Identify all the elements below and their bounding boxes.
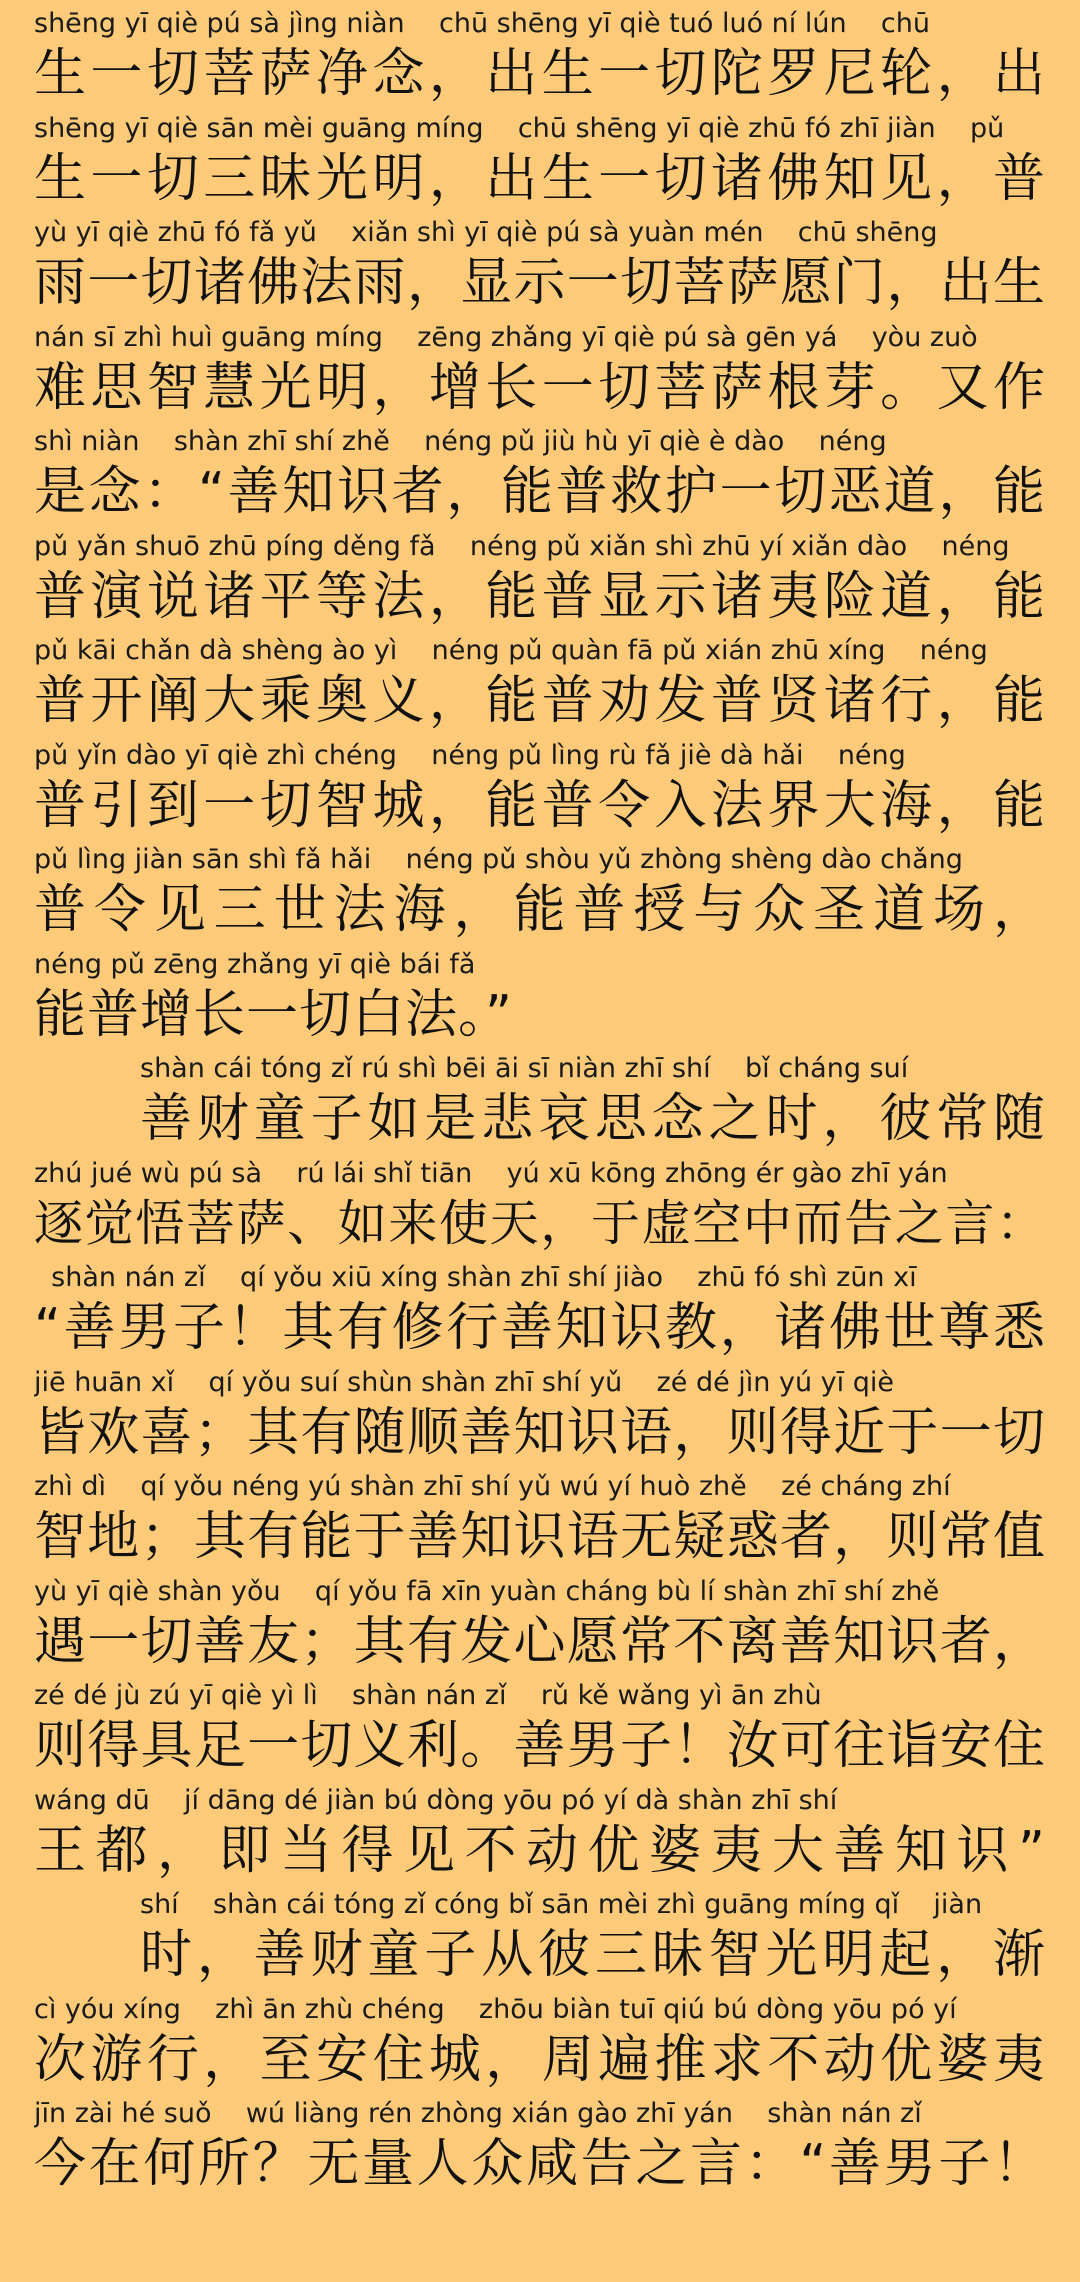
pinyin-annotation: wáng dū jí dāng dé jiàn bú dòng yōu pó yí dà shàn zhī shí (34, 1784, 838, 1816)
text-line (0, 215, 1080, 319)
text-line (0, 1574, 1080, 1678)
text-line (0, 6, 1080, 110)
text-line (0, 1260, 1080, 1364)
text-line (0, 529, 1080, 633)
chinese-text: “善男子！其有修行善知识教，诸佛世尊悉 (34, 1298, 1046, 1358)
chinese-text: 次游行，至安住城，周遍推求不动优婆夷 (34, 2029, 1046, 2090)
text-line (0, 1156, 1080, 1260)
text-line (0, 424, 1080, 528)
pinyin-annotation: shì niàn shàn zhī shí zhě néng pǔ jiù hù yī qiè è dào néng (34, 426, 887, 457)
pinyin-annotation: pǔ lìng jiàn sān shì fǎ hǎi néng pǔ shòu yǔ zhòng shèng dào chǎng (34, 844, 963, 875)
pinyin-annotation: cì yóu xíng zhì ān zhù chéng zhōu biàn tuī qiú bú dòng yōu pó yí (34, 1993, 957, 2025)
pinyin-annotation: zé dé jù zú yī qiè yì lì shàn nán zǐ rǔ kě wǎng yì ān zhù (34, 1680, 822, 1711)
chinese-text: 是念：“善知识者，能普救护一切恶道，能 (34, 462, 1046, 522)
chinese-text: 遇一切善友；其有发心愿常不离善知识者， (34, 1611, 1046, 1672)
text-line (0, 1887, 1080, 1991)
text-line (0, 842, 1080, 946)
chinese-text: 逐觉悟菩萨、如来使天，于虚空中而告之言： (34, 1194, 1046, 1252)
chinese-text: 普引到一切智城，能普令入法界大海，能 (34, 775, 1046, 836)
text-line (0, 1992, 1080, 2096)
pinyin-annotation: pǔ yǐn dào yī qiè zhì chéng néng pǔ lìng rù fǎ jiè dà hǎi néng (34, 739, 906, 771)
chinese-text: 生一切菩萨净念，出生一切陀罗尼轮，出 (34, 44, 1046, 104)
chinese-text: 雨一切诸佛法雨，显示一切菩萨愿门，出生 (34, 253, 1046, 313)
text-line (0, 1365, 1080, 1469)
chinese-text: 王都，即当得见不动优婆夷大善知识” (34, 1820, 1046, 1881)
pinyin-annotation: nán sī zhì huì guāng míng zēng zhǎng yī qiè pú sà gēn yá yòu zuò (34, 321, 978, 353)
chinese-text: 智地；其有能于善知识语无疑惑者，则常值 (34, 1507, 1046, 1567)
pinyin-annotation: jīn zài hé suǒ wú liàng rén zhòng xián gào zhī yán shàn nán zǐ (34, 2098, 922, 2129)
pinyin-annotation: néng pǔ zēng zhǎng yī qiè bái fǎ (34, 948, 476, 980)
text-line (0, 111, 1080, 215)
chinese-text: 普开阐大乘奥义，能普劝发普贤诸行，能 (34, 671, 1046, 731)
chinese-text: 时，善财童子从彼三昧智光明起，渐 (140, 1925, 1046, 1985)
pinyin-annotation: shàn cái tóng zǐ rú shì bēi āi sī niàn zhī shí bǐ cháng suí (140, 1053, 909, 1084)
pinyin-annotation: yù yī qiè zhū fó fǎ yǔ xiǎn shì yī qiè pú sà yuàn mén chū shēng (34, 217, 938, 248)
text-line (0, 320, 1080, 424)
chinese-text: 普演说诸平等法，能普显示诸夷险道，能 (34, 566, 1046, 627)
text-line (0, 1783, 1080, 1887)
chinese-text: 难思智慧光明，增长一切菩萨根芽。又作 (34, 357, 1046, 418)
pinyin-annotation: zhì dì qí yǒu néng yú shàn zhī shí yǔ wú yí huò zhě zé cháng zhí (34, 1471, 951, 1502)
pinyin-annotation: yù yī qiè shàn yǒu qí yǒu fā xīn yuàn cháng bù lí shàn zhī shí zhě (34, 1575, 940, 1607)
text-line (0, 1051, 1080, 1155)
text-line (0, 633, 1080, 737)
pinyin-annotation: zhú jué wù pú sà rú lái shǐ tiān yú xū kōng zhōng ér gào zhī yán (34, 1157, 948, 1189)
pinyin-annotation: shēng yī qiè pú sà jìng niàn chū shēng yī qiè tuó luó ní lún chū (34, 8, 930, 39)
chinese-text: 今在何所？无量人众咸告之言：“善男子！ (34, 2134, 1046, 2194)
text-line (0, 947, 1080, 1051)
chinese-text: 则得具足一切义利。善男子！汝可往诣安住 (34, 1716, 1046, 1776)
text-line (0, 1469, 1080, 1573)
text-line (0, 738, 1080, 842)
chinese-text: 善财童子如是悲哀思念之时，彼常随 (140, 1089, 1046, 1149)
pinyin-annotation: shí shàn cái tóng zǐ cóng bǐ sān mèi zhì guāng míng qǐ jiàn (140, 1889, 983, 1920)
pinyin-annotation: pǔ kāi chǎn dà shèng ào yì néng pǔ quàn fā pǔ xián zhū xíng néng (34, 635, 988, 666)
text-line (0, 1678, 1080, 1782)
chinese-text: 普令见三世法海，能普授与众圣道场， (34, 880, 1046, 940)
pinyin-annotation: shēng yī qiè sān mèi guāng míng chū shēng yī qiè zhū fó zhī jiàn pǔ (34, 112, 1005, 144)
text-line (0, 2096, 1080, 2200)
pinyin-annotation: shàn nán zǐ qí yǒu xiū xíng shàn zhī shí jiào zhū fó shì zūn xī (34, 1262, 917, 1293)
chinese-text: 生一切三昧光明，出生一切诸佛知见，普 (34, 148, 1046, 209)
pinyin-annotation: pǔ yǎn shuō zhū píng děng fǎ néng pǔ xiǎn shì zhū yí xiǎn dào néng (34, 530, 1010, 562)
chinese-text: 能普增长一切白法。” (34, 984, 513, 1045)
chinese-text: 皆欢喜；其有随顺善知识语，则得近于一切 (34, 1402, 1046, 1463)
pinyin-annotation: jiē huān xǐ qí yǒu suí shùn shàn zhī shí yǔ zé dé jìn yú yī qiè (34, 1366, 894, 1398)
